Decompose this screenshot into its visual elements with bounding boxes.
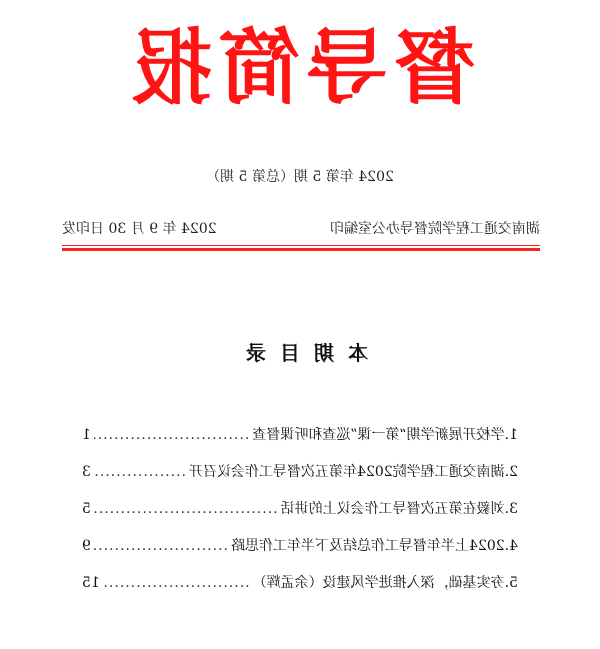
toc-item-page: 1 (82, 427, 91, 443)
toc-item[interactable] (82, 535, 518, 572)
toc-leader-dots (94, 464, 186, 480)
toc-item-page: 3 (82, 464, 91, 480)
print-date: 2024 年 9 月 30 日印发 (62, 221, 217, 237)
toc-item[interactable] (82, 424, 518, 461)
toc-item-title: 4.2024上半年督导工作总结及下半年工作思路 (231, 538, 518, 554)
toc-leader-dots (103, 575, 250, 591)
header-rule-thin (62, 245, 540, 246)
toc-item[interactable] (82, 498, 518, 535)
toc-title: 本期目录 (232, 341, 368, 365)
toc-item-page: 15 (82, 575, 100, 591)
editor-unit: 湖南交通工程学院督导办公室编印 (330, 221, 540, 237)
toc-item-title: 2.湖南交通工程学院2024年第五次督导工作会议召开 (189, 464, 518, 480)
toc-item-title: 1.学校开展新学期“第一课”巡查和听课督查 (252, 427, 518, 443)
table-of-contents (82, 424, 518, 609)
toc-leader-dots (94, 501, 278, 517)
toc-leader-dots (94, 427, 249, 443)
toc-item[interactable] (82, 572, 518, 609)
toc-item-title: 5.夯实基础，深入推进学风建设（余孟辉） (252, 575, 518, 591)
publication-info (62, 218, 540, 238)
toc-leader-dots (94, 538, 228, 554)
header-rule-thick (62, 248, 540, 251)
toc-item-page: 9 (82, 538, 91, 554)
issue-number: 2024 年第 5 期（总第 5 期） (206, 169, 394, 185)
toc-item-page: 5 (82, 501, 91, 517)
toc-item-title: 3.刘毅在第五次督导工作会议上的讲话 (280, 501, 518, 517)
toc-item[interactable] (82, 461, 518, 498)
masthead-title: 督导简报 (124, 21, 477, 116)
